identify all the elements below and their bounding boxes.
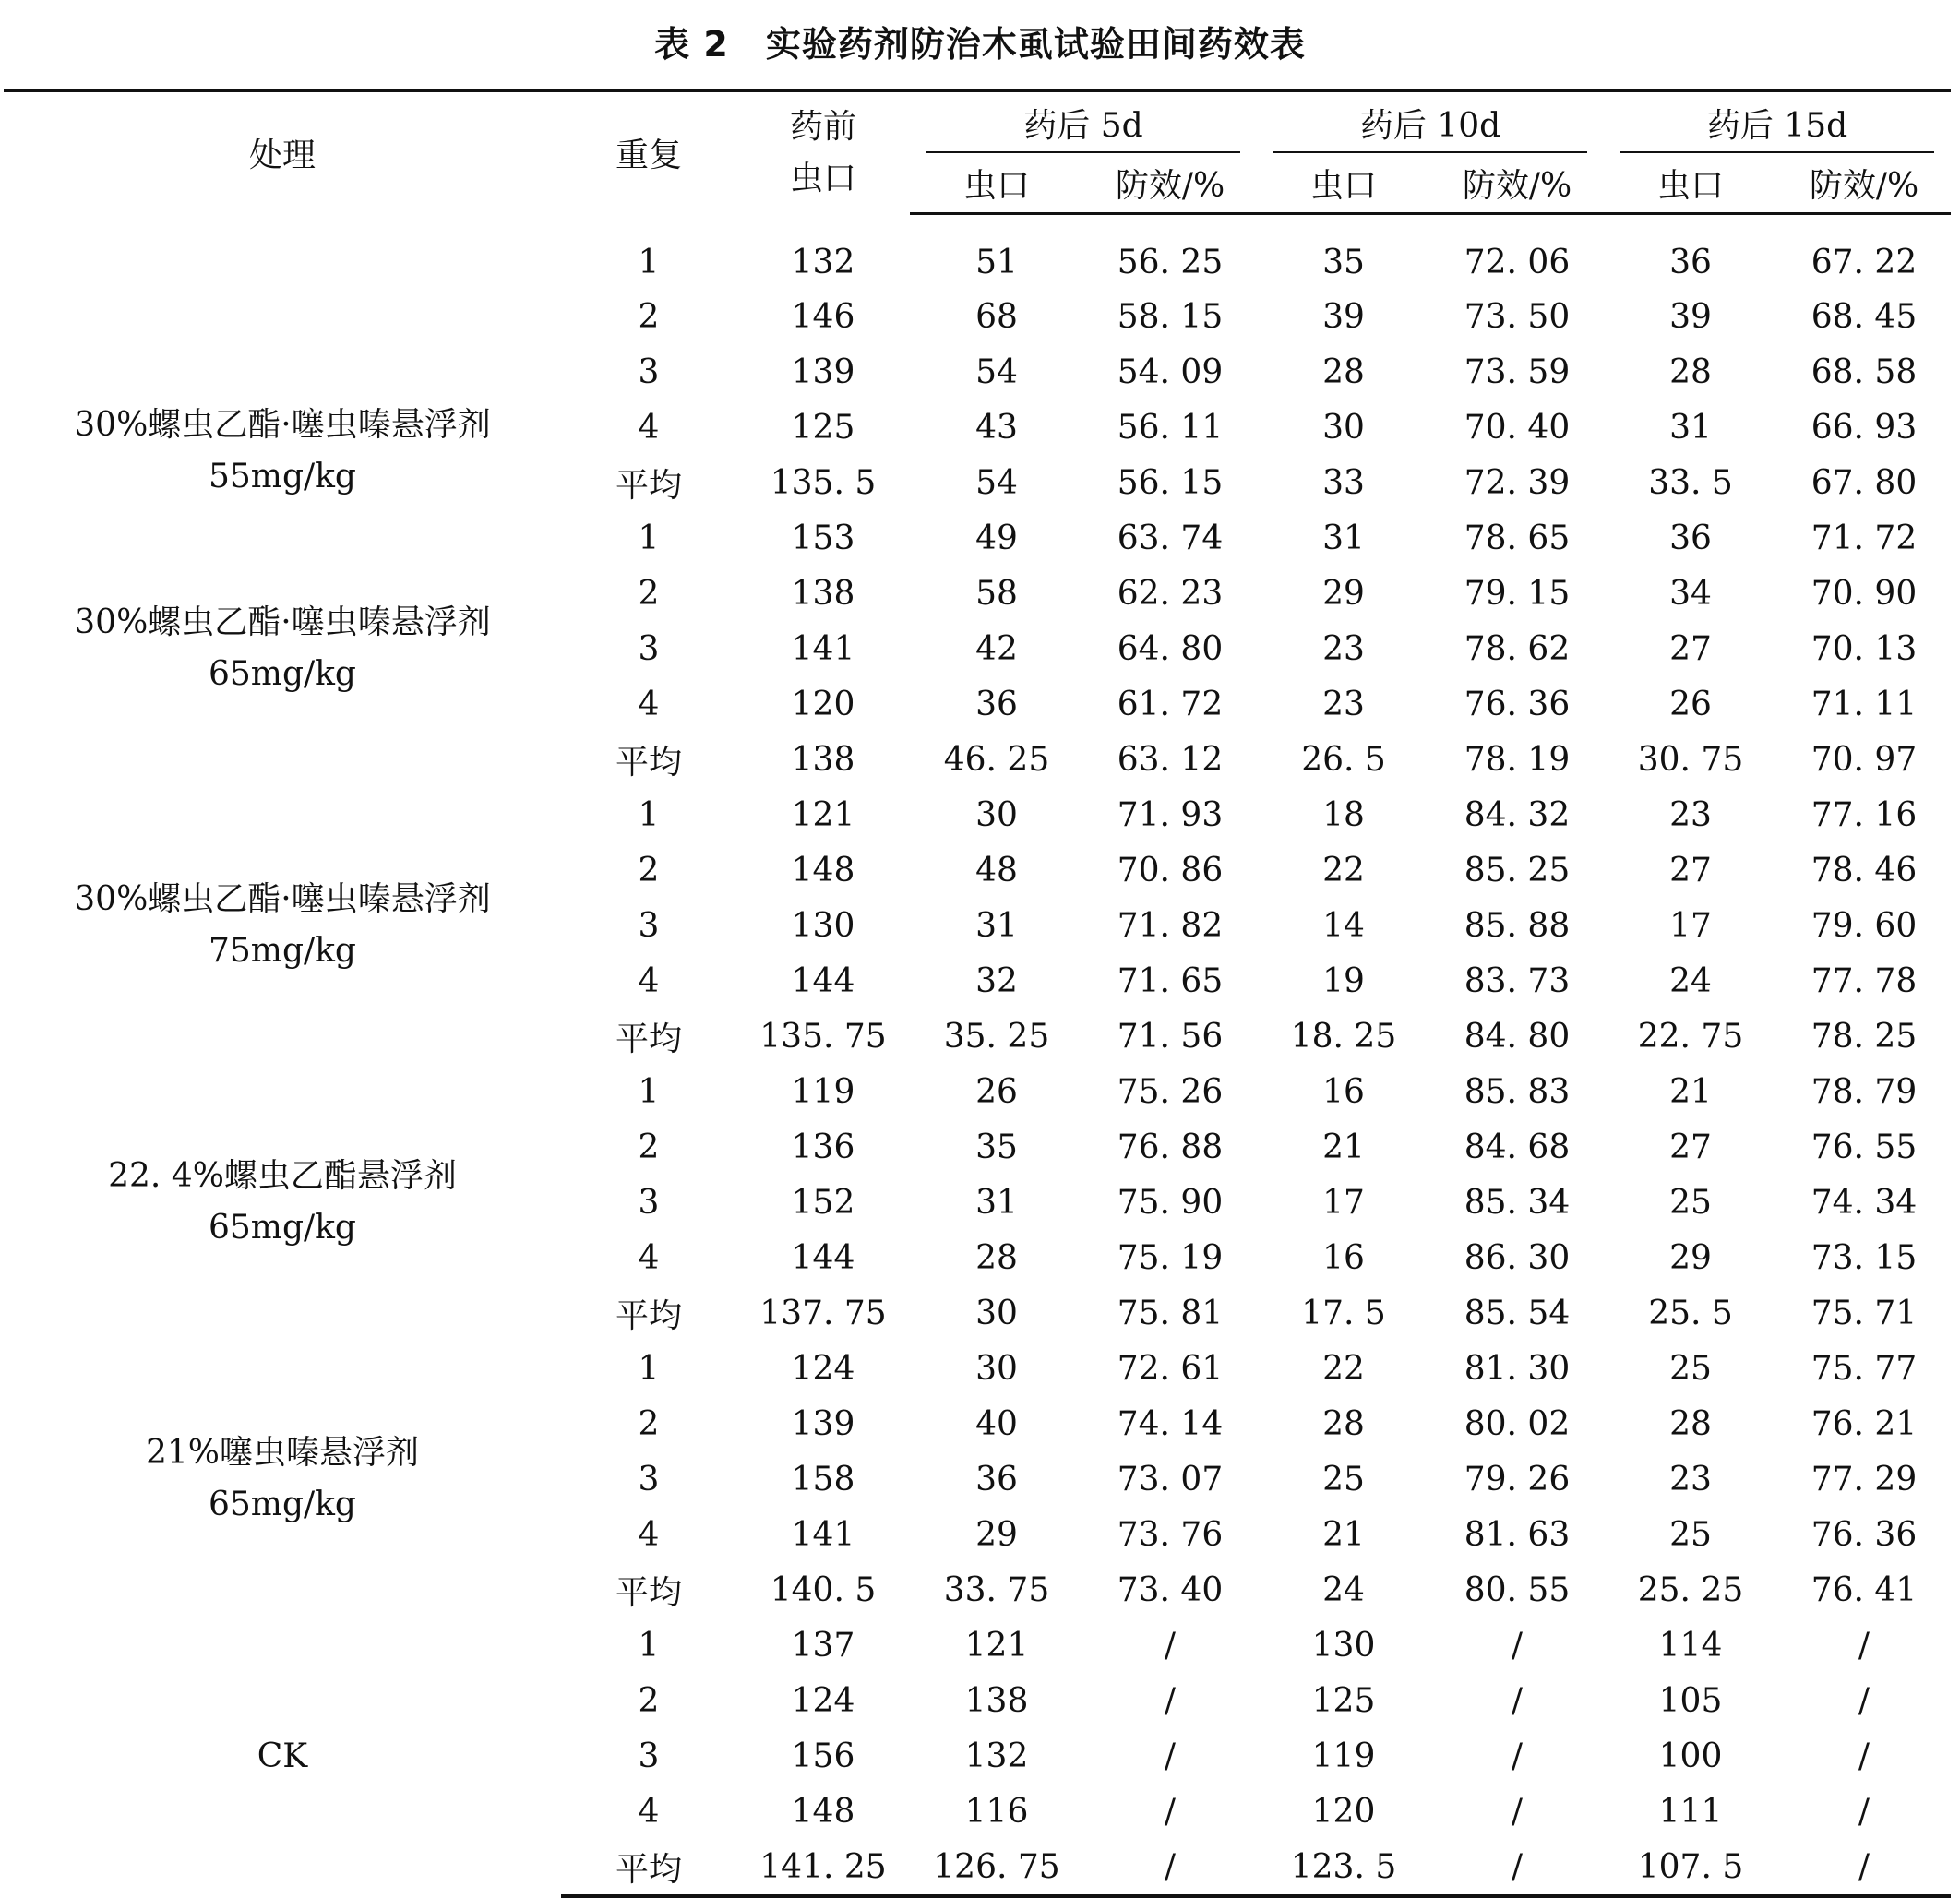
- table-cell: 3: [638, 906, 660, 945]
- table-cell: 54: [975, 463, 1018, 502]
- header-day5-count: 虫口: [910, 153, 1083, 214]
- header-day10-label: 药后 10d: [1359, 106, 1501, 145]
- table-title: 实验药剂防治木虱试验田间药效表: [765, 24, 1306, 65]
- table-cell: 152: [791, 1183, 855, 1222]
- table-cell: 124: [791, 1681, 855, 1720]
- table-number: 表 2: [654, 24, 729, 65]
- table-cell: 85. 88: [1464, 906, 1571, 945]
- table-cell: 28: [975, 1238, 1018, 1277]
- table-cell: 72. 06: [1464, 244, 1571, 281]
- table-cell: 75. 19: [1117, 1238, 1224, 1277]
- header-treatment: 处理: [4, 90, 561, 214]
- table-cell: 84. 68: [1464, 1128, 1571, 1166]
- table-cell: 25. 5: [1648, 1294, 1733, 1332]
- table-cell: 2: [638, 851, 660, 889]
- header-pre-line2: 虫口: [789, 159, 856, 197]
- header-day5-efficacy: 防效/%: [1083, 153, 1257, 214]
- table-cell: 35: [1322, 244, 1365, 281]
- table-cell: 30: [975, 1294, 1018, 1332]
- table-cell: 39: [1669, 297, 1712, 336]
- table-cell: 158: [791, 1460, 855, 1498]
- treatment-dose: 65mg/kg: [209, 1486, 356, 1523]
- table-cell: 71. 11: [1811, 685, 1918, 723]
- table-cell: 56. 15: [1117, 463, 1224, 502]
- table-cell: 54: [975, 352, 1018, 391]
- table-cell: 76. 41: [1811, 1570, 1918, 1609]
- table-cell: 78. 65: [1464, 519, 1571, 557]
- table-cell: 58: [975, 574, 1018, 613]
- efficacy-table: [4, 89, 1951, 1898]
- table-cell: 平均: [615, 1296, 682, 1335]
- table-cell: 141: [791, 1515, 855, 1554]
- table-cell: 16: [1322, 1238, 1365, 1277]
- header-day10: [1257, 90, 1604, 153]
- table-cell: 121: [791, 795, 855, 834]
- table-cell: 31: [975, 1183, 1018, 1222]
- table-cell: 4: [638, 1238, 660, 1277]
- treatment-name: 22. 4%螺虫乙酯悬浮剂: [108, 1157, 457, 1195]
- table-row: [4, 1341, 1951, 1396]
- table-cell: 76. 36: [1811, 1515, 1918, 1554]
- table-cell: 30. 75: [1637, 740, 1744, 779]
- table-cell: 78. 62: [1464, 629, 1571, 668]
- table-cell: 22. 75: [1637, 1017, 1744, 1056]
- table-cell: 2: [638, 1681, 660, 1720]
- table-cell: 86. 30: [1464, 1238, 1571, 1277]
- table-cell: 17: [1322, 1183, 1365, 1222]
- table-cell: 35: [975, 1128, 1018, 1166]
- table-cell: 3: [638, 352, 660, 391]
- table-cell: 76. 55: [1811, 1128, 1918, 1166]
- table-cell: 21: [1669, 1072, 1712, 1111]
- table-cell: 29: [1322, 574, 1365, 613]
- table-cell: 146: [791, 297, 855, 336]
- table-cell: 85. 54: [1464, 1294, 1571, 1332]
- table-cell: 56. 25: [1117, 244, 1224, 281]
- table-cell: 26: [1669, 685, 1712, 723]
- table-cell: 30: [975, 795, 1018, 834]
- table-cell: 46. 25: [943, 740, 1050, 779]
- table-cell: 1: [638, 244, 660, 281]
- table-cell: 36: [975, 1460, 1018, 1498]
- table-cell: 71. 56: [1117, 1017, 1224, 1056]
- table-cell: 平均: [615, 743, 682, 782]
- table-cell: 124: [791, 1349, 855, 1388]
- table-cell: 68. 45: [1811, 297, 1918, 336]
- table-caption: [0, 17, 1960, 72]
- table-cell: 28: [1669, 352, 1712, 391]
- treatment-cell: [4, 214, 561, 511]
- table-cell: 4: [638, 408, 660, 447]
- table-cell: 14: [1322, 906, 1365, 945]
- table-cell: 74. 14: [1117, 1404, 1224, 1443]
- table-cell: /: [1083, 1839, 1257, 1896]
- table-cell: 1: [638, 1072, 660, 1111]
- table-cell: 75. 71: [1811, 1294, 1918, 1332]
- table-cell: 81. 63: [1464, 1515, 1571, 1554]
- table-cell: 136: [791, 1128, 855, 1166]
- table-cell: 73. 40: [1117, 1570, 1224, 1609]
- table-cell: 76. 21: [1811, 1404, 1918, 1443]
- table-cell: 132: [791, 244, 855, 281]
- table-cell: 28: [1322, 352, 1365, 391]
- table-cell: 78. 46: [1811, 851, 1918, 889]
- table-cell: 22: [1322, 1349, 1365, 1388]
- table-cell: /: [1511, 1737, 1524, 1775]
- table-cell: 3: [638, 1183, 660, 1222]
- header-day10-count: 虫口: [1257, 153, 1430, 214]
- table-cell: 33. 75: [943, 1570, 1050, 1609]
- treatment-name: 30%螺虫乙酯·噻虫嗪悬浮剂: [74, 603, 491, 641]
- table-cell: 119: [1311, 1737, 1376, 1775]
- table-cell: 24: [1322, 1570, 1365, 1609]
- table-cell: 153: [791, 519, 855, 557]
- table-cell: /: [1777, 1839, 1951, 1896]
- table-cell: 70. 40: [1464, 408, 1571, 447]
- table-cell: 139: [791, 1404, 855, 1443]
- table-cell: 80. 02: [1464, 1404, 1571, 1443]
- table-cell: 132: [964, 1737, 1029, 1775]
- table-cell: 79. 15: [1464, 574, 1571, 613]
- table-cell: 4: [638, 961, 660, 1000]
- table-cell: 16: [1322, 1072, 1365, 1111]
- treatment-cell: [4, 1617, 561, 1896]
- table-cell: 平均: [615, 1020, 682, 1058]
- table-cell: 138: [964, 1681, 1029, 1720]
- table-cell: 61. 72: [1117, 685, 1224, 723]
- table-cell: 18: [1322, 795, 1365, 834]
- table-cell: 73. 07: [1117, 1460, 1224, 1498]
- table-cell: /: [1430, 1839, 1604, 1896]
- table-cell: 137: [791, 1626, 855, 1665]
- table-cell: 73. 76: [1117, 1515, 1224, 1554]
- header-repeat: 重复: [561, 90, 736, 214]
- table-row: [4, 510, 1951, 566]
- header-day5: [910, 90, 1257, 153]
- table-row: [4, 1617, 1951, 1673]
- table-cell: 84. 80: [1464, 1017, 1571, 1056]
- table-cell: 71. 72: [1811, 519, 1918, 557]
- table-cell: 75. 90: [1117, 1183, 1224, 1222]
- table-cell: 2: [638, 1128, 660, 1166]
- table-cell: 3: [638, 1460, 660, 1498]
- table-cell: 66. 93: [1811, 408, 1918, 447]
- table-cell: 68. 58: [1811, 352, 1918, 391]
- table-cell: 156: [791, 1737, 855, 1775]
- table-cell: 138: [791, 740, 855, 779]
- table-cell: /: [1858, 1681, 1870, 1720]
- table-cell: 19: [1322, 961, 1365, 1000]
- table-cell: 23: [1322, 685, 1365, 723]
- table-cell: 30: [1322, 408, 1365, 447]
- table-cell: 17. 5: [1301, 1294, 1386, 1332]
- table-cell: 70. 86: [1117, 851, 1224, 889]
- table-cell: 2: [638, 297, 660, 336]
- table-cell: 120: [791, 685, 855, 723]
- table-cell: 24: [1669, 961, 1712, 1000]
- table-cell: 78. 19: [1464, 740, 1571, 779]
- table-row: [4, 787, 1951, 842]
- table-cell: 23: [1669, 795, 1712, 834]
- table-cell: 76. 36: [1464, 685, 1571, 723]
- table-cell: 3: [638, 1737, 660, 1775]
- treatment-dose: 55mg/kg: [209, 458, 356, 495]
- table-cell: 148: [791, 851, 855, 889]
- table-cell: 79. 60: [1811, 906, 1918, 945]
- table-cell: 35. 25: [943, 1017, 1050, 1056]
- table-cell: 22: [1322, 851, 1365, 889]
- header-day15-label: 药后 15d: [1706, 106, 1848, 145]
- table-cell: 平均: [615, 466, 682, 505]
- table-cell: 70. 13: [1811, 629, 1918, 668]
- table-cell: /: [1511, 1681, 1524, 1720]
- table-cell: 26: [975, 1072, 1018, 1111]
- table-cell: 21: [1322, 1515, 1365, 1554]
- table-cell: 4: [638, 685, 660, 723]
- table-cell: 138: [791, 574, 855, 613]
- table-cell: 75. 26: [1117, 1072, 1224, 1111]
- table-cell: 125: [1311, 1681, 1376, 1720]
- treatment-dose: 65mg/kg: [209, 655, 356, 693]
- table-cell: 33: [1322, 463, 1365, 502]
- table-cell: 平均: [561, 1839, 736, 1896]
- table-cell: 51: [975, 244, 1018, 281]
- table-cell: /: [1164, 1626, 1177, 1665]
- table-header: [4, 90, 1951, 214]
- table-cell: 63. 12: [1117, 740, 1224, 779]
- table-cell: /: [1164, 1681, 1177, 1720]
- table-cell: /: [1858, 1792, 1870, 1831]
- table-cell: 25. 25: [1637, 1570, 1744, 1609]
- table-cell: 130: [1311, 1626, 1376, 1665]
- table-cell: 79. 26: [1464, 1460, 1571, 1498]
- table-cell: 67. 80: [1811, 463, 1918, 502]
- table-cell: 42: [975, 629, 1018, 668]
- table-cell: 2: [638, 1404, 660, 1443]
- table-cell: 36: [1669, 519, 1712, 557]
- table-cell: 116: [964, 1792, 1029, 1831]
- table-cell: 49: [975, 519, 1018, 557]
- table-cell: 148: [791, 1792, 855, 1831]
- table-cell: 107. 5: [1604, 1839, 1777, 1896]
- header-day15-efficacy: 防效/%: [1777, 153, 1951, 214]
- table-cell: /: [1511, 1626, 1524, 1665]
- treatment-name: 30%螺虫乙酯·噻虫嗪悬浮剂: [74, 406, 491, 444]
- table-cell: 84. 32: [1464, 795, 1571, 834]
- table-cell: 36: [1669, 244, 1712, 281]
- table-cell: 114: [1658, 1626, 1723, 1665]
- table-cell: 25: [1669, 1515, 1712, 1554]
- table-cell: 32: [975, 961, 1018, 1000]
- table-cell: 120: [1311, 1792, 1376, 1831]
- table-cell: 31: [1669, 408, 1712, 447]
- table-cell: 71. 82: [1117, 906, 1224, 945]
- table-cell: 144: [791, 1238, 855, 1277]
- table-cell: 68: [975, 297, 1018, 336]
- table-cell: 70. 90: [1811, 574, 1918, 613]
- table-cell: 123. 5: [1257, 1839, 1430, 1896]
- table-cell: /: [1511, 1792, 1524, 1831]
- table-cell: 72. 61: [1117, 1349, 1224, 1388]
- table-cell: 81. 30: [1464, 1349, 1571, 1388]
- table-cell: 平均: [615, 1573, 682, 1612]
- table-cell: 85. 83: [1464, 1072, 1571, 1111]
- table-cell: 105: [1658, 1681, 1723, 1720]
- table-cell: 31: [975, 906, 1018, 945]
- table-cell: 17: [1669, 906, 1712, 945]
- table-cell: /: [1858, 1626, 1870, 1665]
- table-cell: 62. 23: [1117, 574, 1224, 613]
- treatment-dose: 75mg/kg: [209, 932, 356, 970]
- table-cell: 36: [975, 685, 1018, 723]
- table-cell: 34: [1669, 574, 1712, 613]
- table-cell: 126. 75: [910, 1839, 1083, 1896]
- table-cell: 18. 25: [1290, 1017, 1397, 1056]
- header-day5-label: 药后 5d: [1023, 106, 1143, 145]
- table-cell: 23: [1322, 629, 1365, 668]
- table-cell: 77. 78: [1811, 961, 1918, 1000]
- treatment-cell: [4, 510, 561, 787]
- table-cell: 63. 74: [1117, 519, 1224, 557]
- table-cell: 27: [1669, 629, 1712, 668]
- table-cell: 25: [1669, 1349, 1712, 1388]
- table-cell: 85. 25: [1464, 851, 1571, 889]
- table-cell: 76. 88: [1117, 1128, 1224, 1166]
- table-cell: 77. 16: [1811, 795, 1918, 834]
- table-body: [4, 214, 1951, 1897]
- table-cell: 23: [1669, 1460, 1712, 1498]
- table-cell: 72. 39: [1464, 463, 1571, 502]
- table-cell: 135. 5: [770, 463, 877, 502]
- header-pre-count: [736, 90, 910, 214]
- table-cell: /: [1858, 1737, 1870, 1775]
- table-cell: 25: [1669, 1183, 1712, 1222]
- table-cell: 40: [975, 1404, 1018, 1443]
- table-cell: 75. 81: [1117, 1294, 1224, 1332]
- table-cell: 80. 55: [1464, 1570, 1571, 1609]
- table-cell: 85. 34: [1464, 1183, 1571, 1222]
- table-cell: 29: [1669, 1238, 1712, 1277]
- treatment-cell: [4, 1064, 561, 1341]
- table-cell: 29: [975, 1515, 1018, 1554]
- table-cell: 75. 77: [1811, 1349, 1918, 1388]
- table-row: [4, 1064, 1951, 1119]
- table-cell: 58. 15: [1117, 297, 1224, 336]
- table-cell: 39: [1322, 297, 1365, 336]
- treatment-cell: [4, 1341, 561, 1617]
- table-cell: /: [1164, 1737, 1177, 1775]
- treatment-name: 30%螺虫乙酯·噻虫嗪悬浮剂: [74, 880, 491, 918]
- table-cell: 48: [975, 851, 1018, 889]
- table-cell: 54. 09: [1117, 352, 1224, 391]
- table-cell: 1: [638, 519, 660, 557]
- table-cell: 78. 79: [1811, 1072, 1918, 1111]
- table-cell: 21: [1322, 1128, 1365, 1166]
- treatment-name: CK: [257, 1737, 308, 1775]
- table-cell: 83. 73: [1464, 961, 1571, 1000]
- table-cell: 139: [791, 352, 855, 391]
- table-cell: 140. 5: [770, 1570, 877, 1609]
- table-cell: 4: [638, 1515, 660, 1554]
- table-cell: 71. 93: [1117, 795, 1224, 834]
- table-cell: 130: [791, 906, 855, 945]
- table-cell: 67. 22: [1811, 244, 1918, 281]
- table-cell: 71. 65: [1117, 961, 1224, 1000]
- table-cell: 56. 11: [1117, 408, 1224, 447]
- table-cell: 27: [1669, 851, 1712, 889]
- table-cell: 125: [791, 408, 855, 447]
- table-cell: 141. 25: [736, 1839, 910, 1896]
- table-cell: 1: [638, 795, 660, 834]
- table-cell: 73. 15: [1811, 1238, 1918, 1277]
- table-cell: 30: [975, 1349, 1018, 1388]
- table-cell: 141: [791, 629, 855, 668]
- table-cell: 77. 29: [1811, 1460, 1918, 1498]
- table-cell: 27: [1669, 1128, 1712, 1166]
- table-cell: 121: [964, 1626, 1029, 1665]
- table-cell: 43: [975, 408, 1018, 447]
- header-pre-line1: 药前: [789, 107, 856, 146]
- treatment-dose: 65mg/kg: [209, 1209, 356, 1247]
- table-cell: 74. 34: [1811, 1183, 1918, 1222]
- treatment-cell: [4, 787, 561, 1064]
- table-cell: 2: [638, 574, 660, 613]
- table-cell: 1: [638, 1349, 660, 1388]
- table-cell: 70. 97: [1811, 740, 1918, 779]
- table-cell: 73. 50: [1464, 297, 1571, 336]
- table-cell: /: [1164, 1792, 1177, 1831]
- table-cell: 25: [1322, 1460, 1365, 1498]
- table-cell: 4: [638, 1792, 660, 1831]
- table-cell: 1: [638, 1626, 660, 1665]
- table-cell: 64. 80: [1117, 629, 1224, 668]
- table-cell: 100: [1658, 1737, 1723, 1775]
- table-cell: 111: [1658, 1792, 1723, 1831]
- table-cell: 33. 5: [1648, 463, 1733, 502]
- table-row: [4, 214, 1951, 290]
- header-day15: [1604, 90, 1951, 153]
- table-cell: 3: [638, 629, 660, 668]
- table-cell: 78. 25: [1811, 1017, 1918, 1056]
- table-cell: 28: [1669, 1404, 1712, 1443]
- table-cell: 73. 59: [1464, 352, 1571, 391]
- table-cell: 144: [791, 961, 855, 1000]
- table-cell: 135. 75: [759, 1017, 887, 1056]
- table-cell: 31: [1322, 519, 1365, 557]
- header-day15-count: 虫口: [1604, 153, 1777, 214]
- treatment-name: 21%噻虫嗪悬浮剂: [145, 1434, 420, 1472]
- table-cell: 137. 75: [759, 1294, 887, 1332]
- table-cell: 28: [1322, 1404, 1365, 1443]
- table-cell: 26. 5: [1301, 740, 1386, 779]
- header-day10-efficacy: 防效/%: [1430, 153, 1604, 214]
- table-cell: 119: [791, 1072, 855, 1111]
